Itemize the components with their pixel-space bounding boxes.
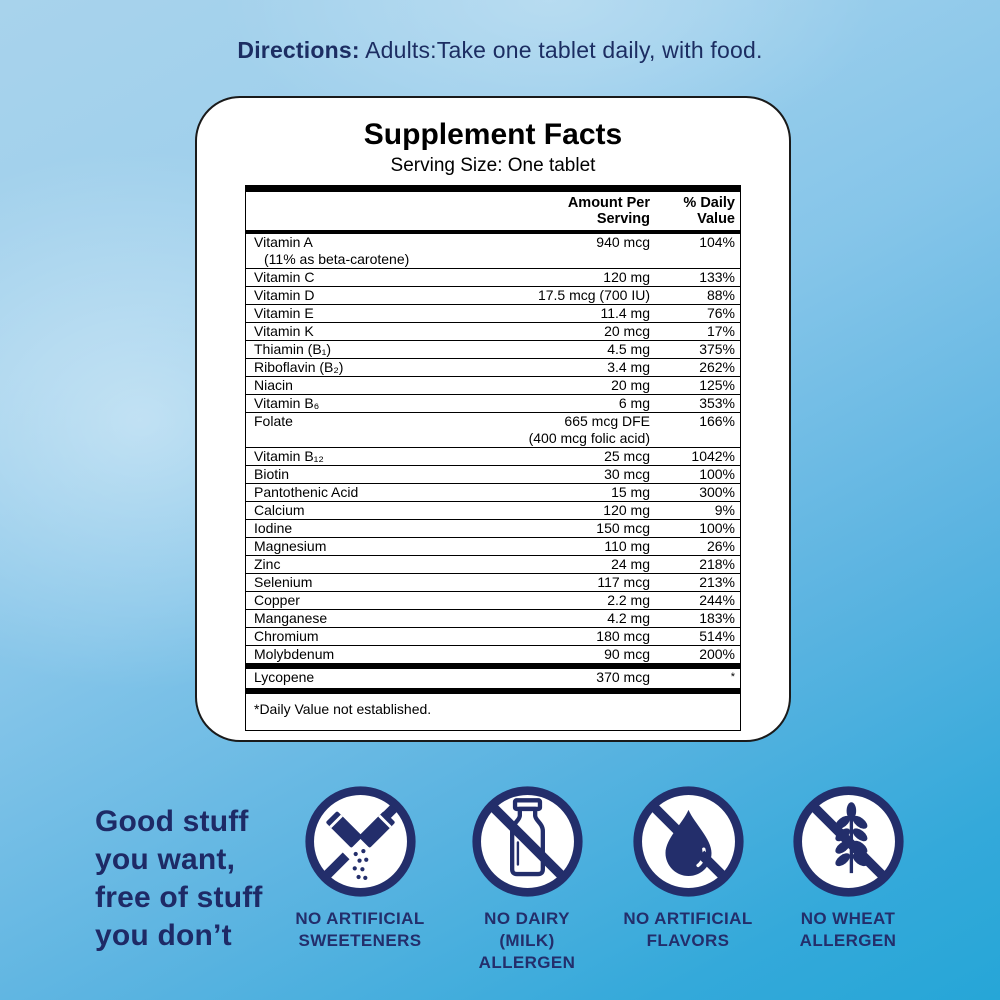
table-row [246,269,740,287]
table-row [246,232,740,269]
nutrient-dv: 375% [650,341,740,359]
table-row [246,484,740,502]
nutrient-amount: 15 mg [611,484,650,500]
directions-label: Directions: [237,37,360,63]
nutrient-amount: 150 mcg [596,520,650,536]
table-row [246,341,740,359]
col-percent-daily-value: % Daily Value [650,192,740,232]
tagline-line: free of stuff [95,881,263,914]
nutrient-amount: 3.4 mg [607,359,650,375]
footnote-row [246,691,740,730]
table-row [246,502,740,520]
nutrient-dv: 213% [650,574,740,592]
table-row [246,610,740,628]
nutrient-dv: 17% [650,323,740,341]
nutrient-dv: 353% [650,395,740,413]
nutrient-amount: 180 mcg [596,628,650,644]
nutrient-name: Vitamin E [254,305,314,321]
facts-rows [246,232,740,666]
nutrient-name-note: (11% as beta-carotene) [264,251,410,267]
tagline-line: you want, [95,843,236,876]
badge-no-artificial-sweeteners [275,784,445,952]
table-row [246,646,740,667]
nutrient-name: Magnesium [254,538,327,554]
nutrient-name: Copper [254,592,300,608]
nutrient-amount: 110 mg [604,538,650,554]
table-row [246,323,740,341]
tagline-line: Good stuff [95,805,249,838]
nutrient-name: Vitamin D [254,287,315,303]
nutrient-dv: 26% [650,538,740,556]
nutrient-dv: 1042% [650,448,740,466]
supplement-facts-title: Supplement Facts [363,118,623,151]
directions-text: Adults:Take one tablet daily, with food. [365,37,763,63]
badge-no-dairy-allergen [442,784,612,974]
table-row [246,448,740,466]
nutrient-name: Pantothenic Acid [254,484,359,500]
badge-label: NO DAIRY (MILK) ALLERGEN [478,909,576,972]
nutrient-name: Niacin [254,377,293,393]
facts-table-wrap [245,185,741,731]
nutrient-dv: 133% [650,269,740,287]
nutrient-dv: 218% [650,556,740,574]
table-row [246,305,740,323]
tagline-line: you don’t [95,919,232,952]
badge-no-wheat-allergen [763,784,933,952]
facts-header-row [246,192,740,232]
nutrient-amount: 370 mcg [485,666,650,691]
nutrient-dv: 262% [650,359,740,377]
nutrient-amount: 117 mcg [597,574,650,590]
table-row [246,556,740,574]
nutrient-amount: 20 mcg [604,323,650,339]
nutrient-dv: 104% [650,232,740,269]
nutrient-name: Vitamin B₆ [254,395,320,411]
nutrient-name: Selenium [254,574,313,590]
table-row [246,395,740,413]
table-row-lycopene [246,666,740,691]
no-dairy-milk-allergen-icon [442,784,612,899]
nutrient-dv: 100% [650,520,740,538]
nutrient-amount: 665 mcg DFE [564,413,650,429]
nutrient-amount: 90 mcg [604,646,650,662]
nutrient-name: Vitamin C [254,269,315,285]
table-row [246,377,740,395]
col-amount-per-serving: Amount Per Serving [485,192,650,232]
table-row [246,520,740,538]
nutrient-dv: 88% [650,287,740,305]
supplement-facts-card [195,96,791,742]
table-row [246,287,740,305]
nutrient-amount: 17.5 mcg (700 IU) [537,287,650,303]
no-artificial-flavors-icon [603,784,773,899]
nutrient-dv: 514% [650,628,740,646]
nutrient-name: Manganese [254,610,328,626]
badge-no-artificial-flavors [603,784,773,952]
nutrient-name: Molybdenum [254,646,335,662]
table-row [246,359,740,377]
nutrient-dv: 125% [650,377,740,395]
table-row [246,574,740,592]
nutrient-name: Vitamin A [254,234,313,250]
nutrient-amount: 25 mcg [604,448,650,464]
nutrient-amount: 120 mg [603,502,650,518]
nutrient-dv: 166% [650,413,740,448]
nutrient-name: Lycopene [246,666,485,691]
nutrient-dv: 244% [650,592,740,610]
daily-value-footnote: *Daily Value not established. [254,701,432,717]
nutrient-dv: 100% [650,466,740,484]
nutrient-name: Chromium [254,628,319,644]
nutrient-name: Iodine [254,520,293,536]
nutrient-amount: 2.2 mg [607,592,650,608]
nutrient-dv: 300% [650,484,740,502]
table-row [246,413,740,448]
serving-size: Serving Size: One tablet [390,155,596,176]
nutrient-name: Vitamin B₁₂ [254,448,324,464]
nutrient-name: Riboflavin (B₂) [254,359,344,375]
badge-label: NO WHEAT ALLERGEN [799,909,897,950]
nutrient-dv: 9% [650,502,740,520]
nutrient-dv: * [730,671,735,683]
nutrient-amount: 120 mg [603,269,650,285]
badge-label: NO ARTIFICIAL FLAVORS [623,909,753,950]
nutrient-name: Biotin [254,466,290,482]
nutrient-name: Folate [254,413,293,429]
nutrient-amount: 940 mcg [596,234,650,250]
nutrient-dv: 200% [650,646,740,667]
nutrient-amount-note: (400 mcg folic acid) [528,430,650,446]
nutrient-amount: 20 mg [611,377,650,393]
directions-line [0,37,1000,64]
nutrient-amount: 11.4 mg [600,305,650,321]
nutrient-dv: 183% [650,610,740,628]
table-row [246,538,740,556]
nutrient-amount: 24 mg [611,556,650,572]
nutrient-amount: 30 mcg [604,466,650,482]
badge-label: NO ARTIFICIAL SWEETENERS [295,909,425,950]
nutrient-amount: 4.5 mg [607,341,650,357]
nutrient-name: Calcium [254,502,305,518]
nutrient-amount: 6 mg [618,395,650,411]
tagline [95,803,263,955]
table-row [246,466,740,484]
table-row [246,628,740,646]
no-wheat-allergen-icon [763,784,933,899]
nutrient-name: Thiamin (B₁) [254,341,332,357]
no-artificial-sweeteners-icon [275,784,445,899]
nutrient-amount: 4.2 mg [607,610,650,626]
nutrient-dv: 76% [650,305,740,323]
nutrient-name: Zinc [254,556,281,572]
nutrient-name: Vitamin K [254,323,314,339]
table-row [246,592,740,610]
facts-table [246,192,740,730]
